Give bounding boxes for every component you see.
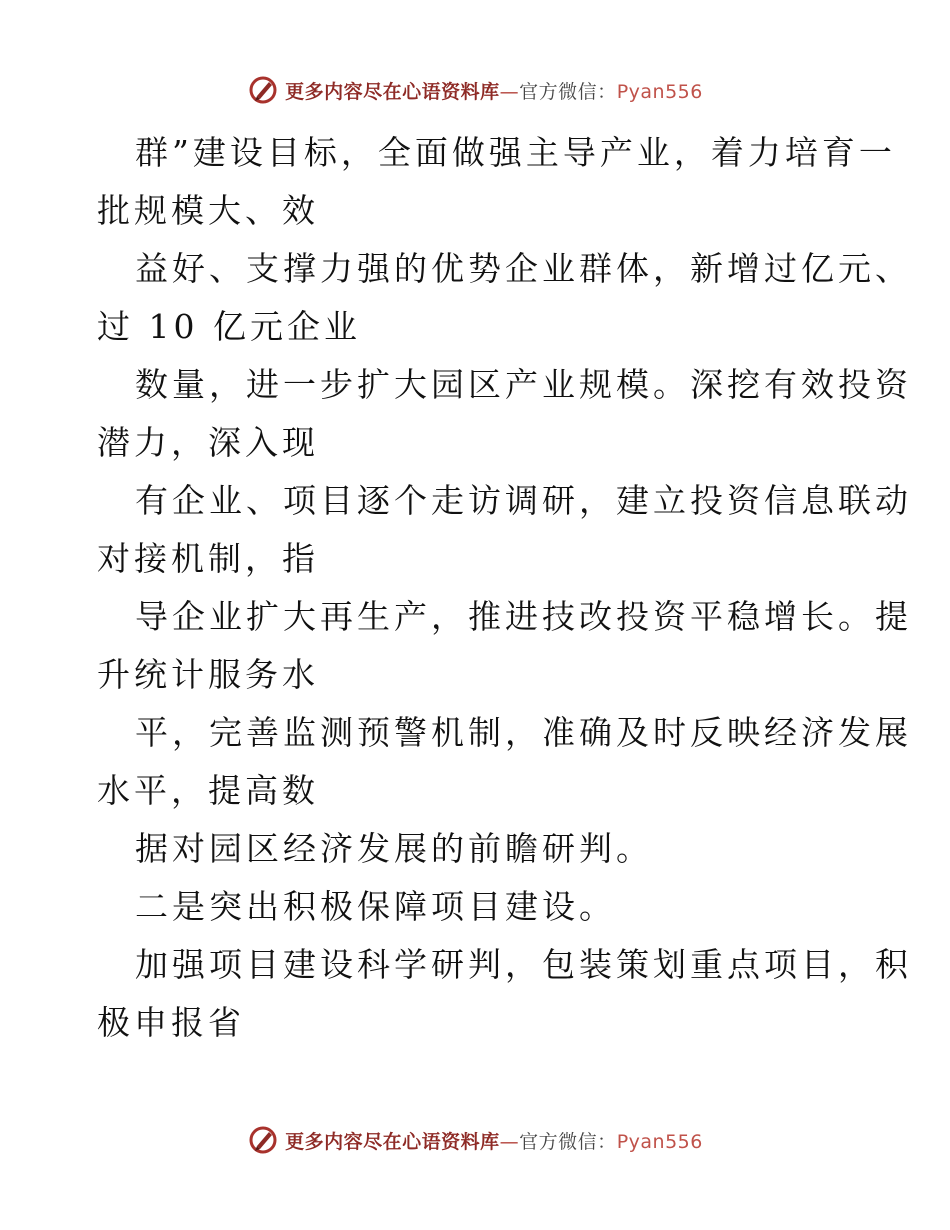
watermark-separator: — xyxy=(499,80,520,103)
body-line: 据对园区经济发展的前瞻研判。 xyxy=(135,829,653,868)
body-line: 加强项目建设科学研判，包装策划重点项目，积 xyxy=(135,945,912,984)
body-line: 有企业、项目逐个走访调研，建立投资信息联动 xyxy=(135,481,912,520)
watermark-brand: 更多内容尽在心语资料库 xyxy=(285,1130,500,1153)
body-line: 潜力，深入现 xyxy=(97,423,319,462)
body-line: 极申报省 xyxy=(97,1003,245,1042)
watermark-text xyxy=(285,1127,703,1154)
watermark-wechat-id: Pyan556 xyxy=(616,80,703,103)
body-line: 群”建设目标，全面做强主导产业，着力培育一 xyxy=(135,133,896,172)
pen-nib-circle-icon xyxy=(247,74,279,106)
document-body xyxy=(97,124,912,1052)
body-line: 二是突出积极保障项目建设。 xyxy=(135,887,616,926)
body-line: 升统计服务水 xyxy=(97,655,319,694)
watermark-wechat-id: Pyan556 xyxy=(616,1130,703,1153)
body-line: 平，完善监测预警机制，准确及时反映经济发展 xyxy=(135,713,912,752)
watermark-text xyxy=(285,77,703,104)
body-line: 导企业扩大再生产，推进技改投资平稳增长。提 xyxy=(135,597,912,636)
body-line: 过 10 亿元企业 xyxy=(97,307,361,346)
body-line: 数量，进一步扩大园区产业规模。深挖有效投资 xyxy=(135,365,912,404)
watermark-brand: 更多内容尽在心语资料库 xyxy=(285,80,500,103)
body-line: 水平，提高数 xyxy=(97,771,319,810)
pen-nib-circle-icon xyxy=(247,1124,279,1156)
header-watermark xyxy=(0,70,950,110)
footer-watermark xyxy=(0,1120,950,1160)
watermark-separator: — xyxy=(499,1130,520,1153)
watermark-wechat-label: 官方微信： xyxy=(519,80,617,103)
watermark-wechat-label: 官方微信： xyxy=(519,1130,617,1153)
body-line: 对接机制，指 xyxy=(97,539,319,578)
body-line: 批规模大、效 xyxy=(97,191,319,230)
body-line: 益好、支撑力强的优势企业群体，新增过亿元、 xyxy=(135,249,912,288)
